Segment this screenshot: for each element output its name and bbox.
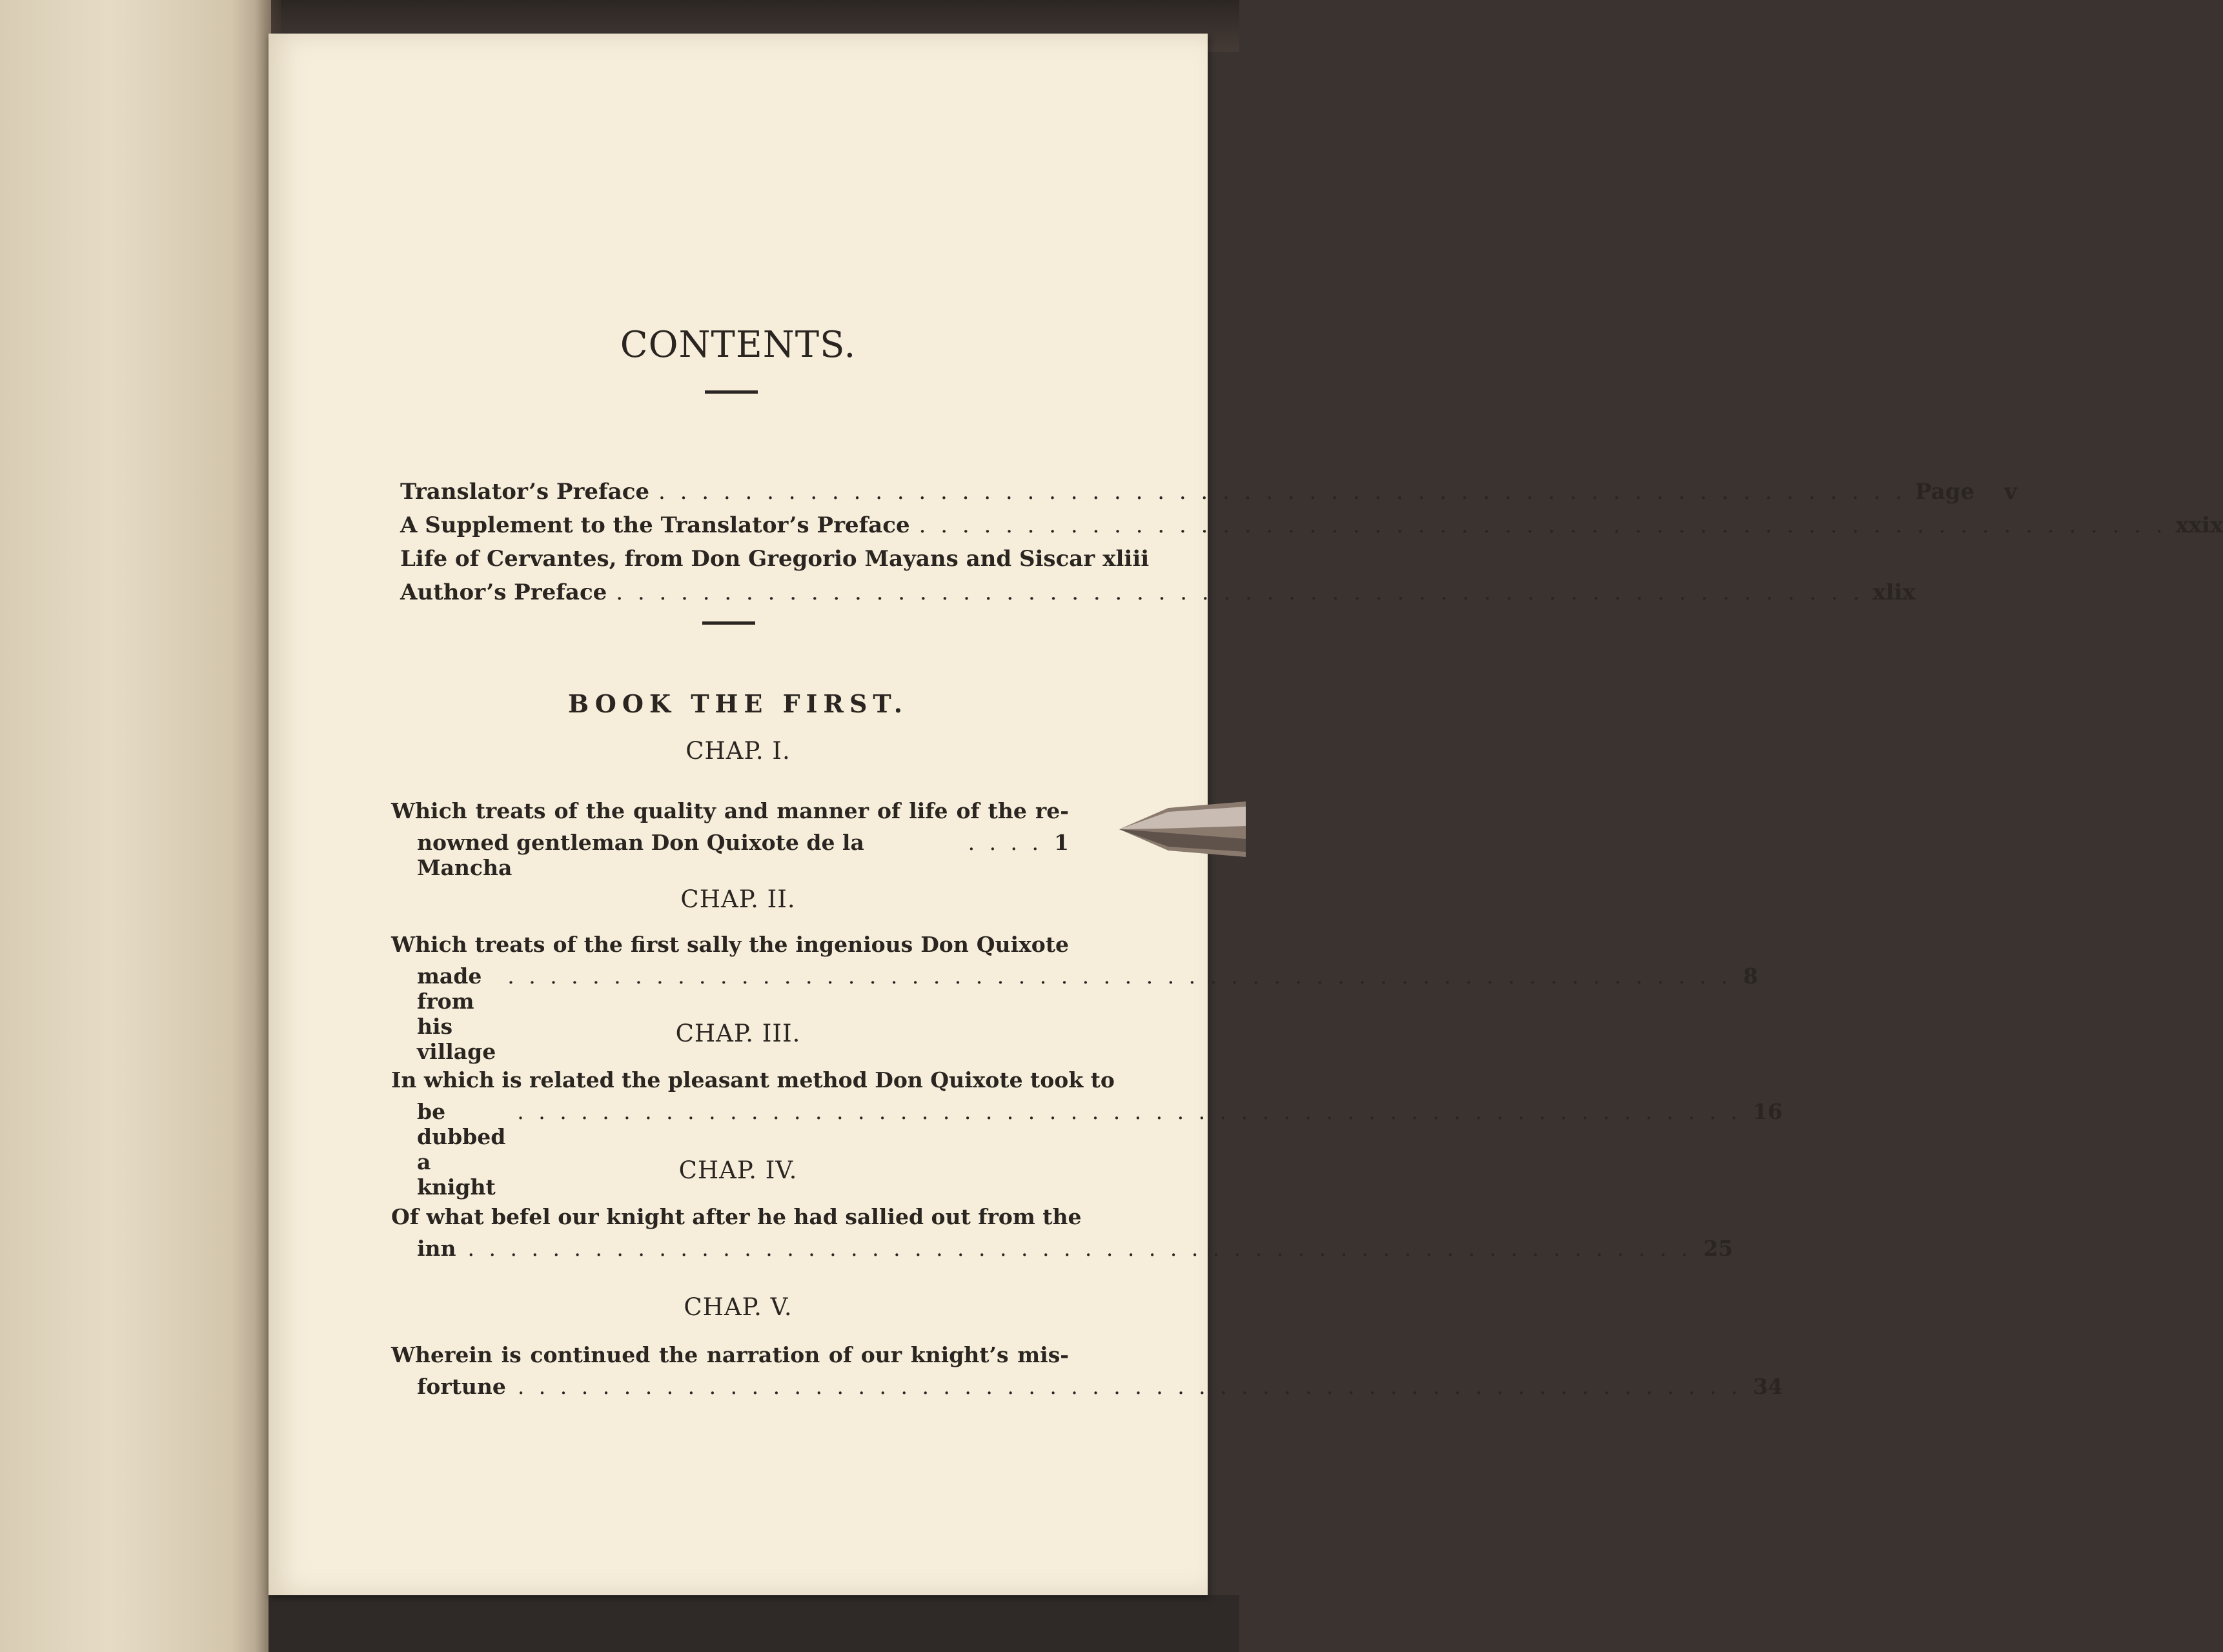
front-matter-row	[400, 546, 1150, 579]
entry-title: Life of Cervantes, from Don Gregorio Mayans and Siscar	[400, 546, 1095, 572]
leader-dots: . . . . . . . . . . . . . . . . . . . . . . . . . . . . . . . . . . . . . . . . . . . . . . . . . . . . . . . . . .	[467, 1236, 1692, 1261]
description-line	[391, 1374, 1783, 1399]
description-line: In which is related the pleasant method Don Quixote took to	[391, 1067, 1115, 1093]
description-line: Wherein is continued the narration of our knight’s mis-	[391, 1342, 1069, 1367]
entry-title: Translator’s Preface	[400, 479, 650, 505]
table-background-bottom	[269, 1595, 1239, 1652]
left-page	[0, 0, 271, 1652]
leader-dots: . . . . . . . . . . . . . . . . . . . . . . . . . . . . . . . . . . . . . . . . . . . . . . . . . . . . . . . . . .	[517, 1374, 1742, 1399]
description-line	[391, 830, 1069, 880]
section-rule	[702, 621, 755, 625]
page-label: Page	[1914, 479, 1975, 505]
entry-page: xlix	[1873, 579, 1916, 605]
description-text: be dubbed a knight	[417, 1099, 506, 1200]
front-matter-row	[400, 512, 2223, 546]
book-heading: BOOK THE FIRST.	[567, 689, 909, 718]
entry-title: A Supplement to the Translator’s Preface	[400, 512, 910, 538]
chapter-page: 16	[1752, 1099, 1783, 1124]
chapter-heading: CHAP. III.	[675, 1020, 801, 1047]
front-matter-list	[400, 479, 2223, 613]
chapter-heading: CHAP. II.	[680, 885, 796, 913]
leader-dots: . . . . . . . . . . . . . . . . . . . . . . . . . . . . . . . . . . . . . . . . . . . . . . . . . . . . . . . . . .	[517, 1099, 1741, 1124]
entry-page: v	[2004, 479, 2017, 505]
chapter-heading: CHAP. V.	[684, 1293, 793, 1321]
chapter-description	[391, 1342, 1783, 1399]
leader-dots: . . . .	[968, 830, 1043, 855]
description-line	[391, 963, 1758, 1064]
entry-page: xxix	[2175, 512, 2223, 538]
description-line: Which treats of the first sally the ingenious Don Quixote	[391, 932, 1069, 957]
chapter-heading: CHAP. IV.	[678, 1156, 798, 1184]
chapter-heading: CHAP. I.	[685, 737, 791, 765]
contents-page	[269, 34, 2223, 1595]
leader-dots: . . . . . . . . . . . . . . . . . . . . . . . . . . . . . . . . . . . . . . . . . . . . . . . . . . . . . . . . . .	[919, 512, 2167, 538]
description-text: nowned gentleman Don Quixote de la Mancha	[417, 830, 864, 880]
pen-tip-icon	[1117, 800, 1246, 858]
description-line	[391, 1099, 1783, 1200]
leader-dots: . . . . . . . . . . . . . . . . . . . . . . . . . . . . . . . . . . . . . . . . . . . . . . . . . . . . . . . . . .	[658, 479, 1906, 505]
chapter-page: 25	[1703, 1236, 1733, 1261]
title-rule	[705, 390, 758, 394]
leader-dots: . . . . . . . . . . . . . . . . . . . . . . . . . . . . . . . . . . . . . . . . . . . . . . . . . . . . . . . . . .	[507, 963, 1732, 989]
front-matter-row	[400, 479, 2017, 512]
chapter-description	[391, 1204, 1733, 1261]
entry-title: Author’s Preface	[400, 579, 607, 605]
description-line	[391, 1236, 1733, 1261]
page-title: CONTENTS.	[620, 324, 857, 366]
chapter-page: 1	[1054, 830, 1069, 855]
chapter-page: 34	[1753, 1374, 1783, 1399]
front-matter-row	[400, 579, 1916, 613]
entry-page: xliii	[1102, 546, 1150, 572]
description-line: Which treats of the quality and manner of life of the re-	[391, 798, 1069, 823]
description-text: inn	[417, 1236, 456, 1261]
description-line: Of what befel our knight after he had sallied out from the	[391, 1204, 1082, 1229]
chapter-description	[391, 798, 1069, 880]
chapter-page: 8	[1743, 963, 1758, 989]
description-text: fortune	[417, 1374, 506, 1399]
leader-dots: . . . . . . . . . . . . . . . . . . . . . . . . . . . . . . . . . . . . . . . . . . . . . . . . . . . . . . . . . .	[616, 579, 1864, 605]
description-text: made from his village	[417, 963, 496, 1064]
